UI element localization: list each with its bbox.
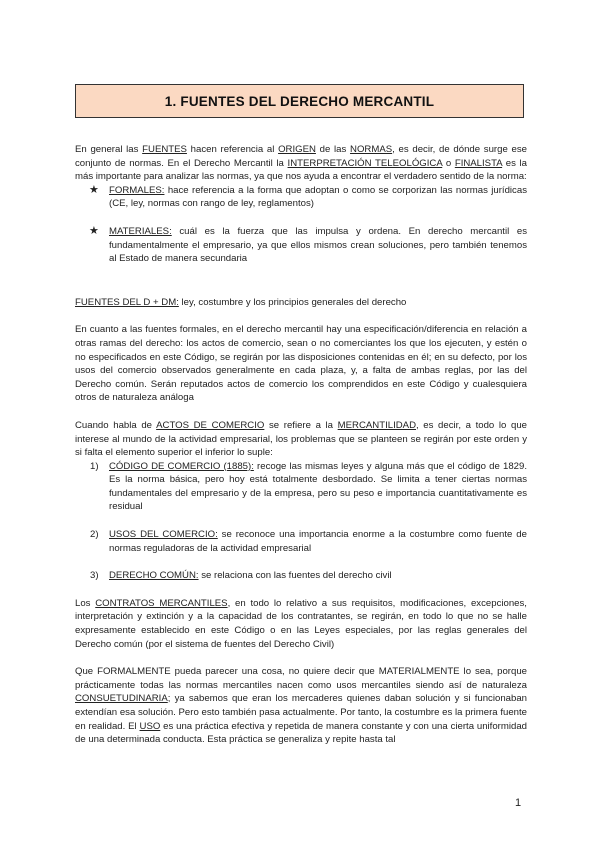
star-icon: ★ bbox=[89, 224, 99, 237]
formales-paragraph: En cuanto a las fuentes formales, en el derecho mercantil hay una especificación/diferencia en relación a otras ramas del derecho: los actos de comercio, sean o no comerciantes los que los ejecuten, y estén o no especificados en este Código, se regirán por las disposiciones contenidas en él; en su defecto, por los usos del comercio observados generalmente en cada plaza, y, a falta de ambas reglas, por las del Derecho común. Serán reputados actos de comercio los comprendidos en este Código y cualesquiera otros de naturaleza análoga bbox=[75, 324, 527, 404]
numbered-list bbox=[75, 460, 527, 583]
list-number: 2) bbox=[90, 529, 99, 541]
list-number: 1) bbox=[90, 460, 99, 472]
document-body bbox=[75, 143, 527, 747]
list-item: 1) CÓDIGO DE COMERCIO (1885): recoge las mismas leyes y alguna más que el código de 1829. Es la norma básica, pero hoy está totalmente desbordado. Se limita a tener ciertas normas fundamentales del empresario y de la empresa, pero su peso e importancia cuantitativamente es residual bbox=[90, 460, 527, 513]
fuentes-line: FUENTES DEL D + DM: ley, costumbre y los principios generales del derecho bbox=[75, 296, 407, 308]
list-item: 2) USOS DEL COMERCIO: se reconoce una importancia enorme a la costumbre como fuente de normas reguladoras de la actividad empresarial bbox=[90, 529, 527, 554]
list-item: 3) DERECHO COMÚN: se relaciona con las fuentes del derecho civil bbox=[90, 570, 392, 582]
contratos-paragraph: Los CONTRATOS MERCANTILES, en todo lo relativo a sus requisitos, modificaciones, excepciones, interpretación y extinción y a la capacidad de los contratantes, se regirán, en todo lo que no se halle expresamente establecido en este Código o en las Leyes especiales, por las reglas generales del Derecho común (por el sistema de fuentes del Derecho Civil) bbox=[75, 597, 527, 650]
star-list bbox=[75, 184, 527, 266]
list-item: ★ MATERIALES: cuál es la fuerza que las impulsa y ordena. En derecho mercantil es fundamentalmente el empresario, ya que ellos mismos crean soluciones, pero también tenemos al Estado de manera secundaria bbox=[89, 224, 527, 265]
formalmente-paragraph: Que FORMALMENTE pueda parecer una cosa, no quiere decir que MATERIALMENTE lo sea, porque prácticamente todas las normas mercantiles nacen como usos mercantiles siendo así de naturaleza CONSUETUDINARIA; ya sabemos que eran los mercaderes quienes daban solución y si funcionaban extendían esa solución. Pero esto también pasa actualmente. Por tanto, la costumbre es la primera fuente en realidad. El USO es una práctica efectiva y repetida de manera constante y con una cierta uniformidad de una determinada conducta. Esta práctica se generaliza y repite hasta tal bbox=[75, 666, 527, 746]
section-title: 1. FUENTES DEL DERECHO MERCANTIL bbox=[164, 93, 435, 109]
list-item: ★ FORMALES: hace referencia a la forma que adoptan o como se corporizan las normas jurídicas (CE, ley, normas con rango de ley, reglamentos) bbox=[89, 183, 527, 210]
list-number: 3) bbox=[90, 570, 99, 582]
page-number: 1 bbox=[515, 797, 522, 809]
actos-paragraph: Cuando habla de ACTOS DE COMERCIO se refiere a la MERCANTILIDAD, es decir, a todo lo que interese al mundo de la actividad empresarial, los problemas que se planteen se regirán por este orden y si falta el elemento superior el inferior lo suple: bbox=[75, 419, 527, 459]
section-title-box bbox=[75, 84, 524, 118]
star-icon: ★ bbox=[89, 183, 99, 196]
intro-paragraph: En general las FUENTES hacen referencia al ORIGEN de las NORMAS, es decir, de dónde surge ese conjunto de normas. En el Derecho Mercantil la INTERPRETACIÓN TELEOLÓGICA o FINALISTA es la más importante para analizar las normas, ya que nos ayuda a encontrar el verdadero sentido de la norma: bbox=[75, 144, 527, 183]
